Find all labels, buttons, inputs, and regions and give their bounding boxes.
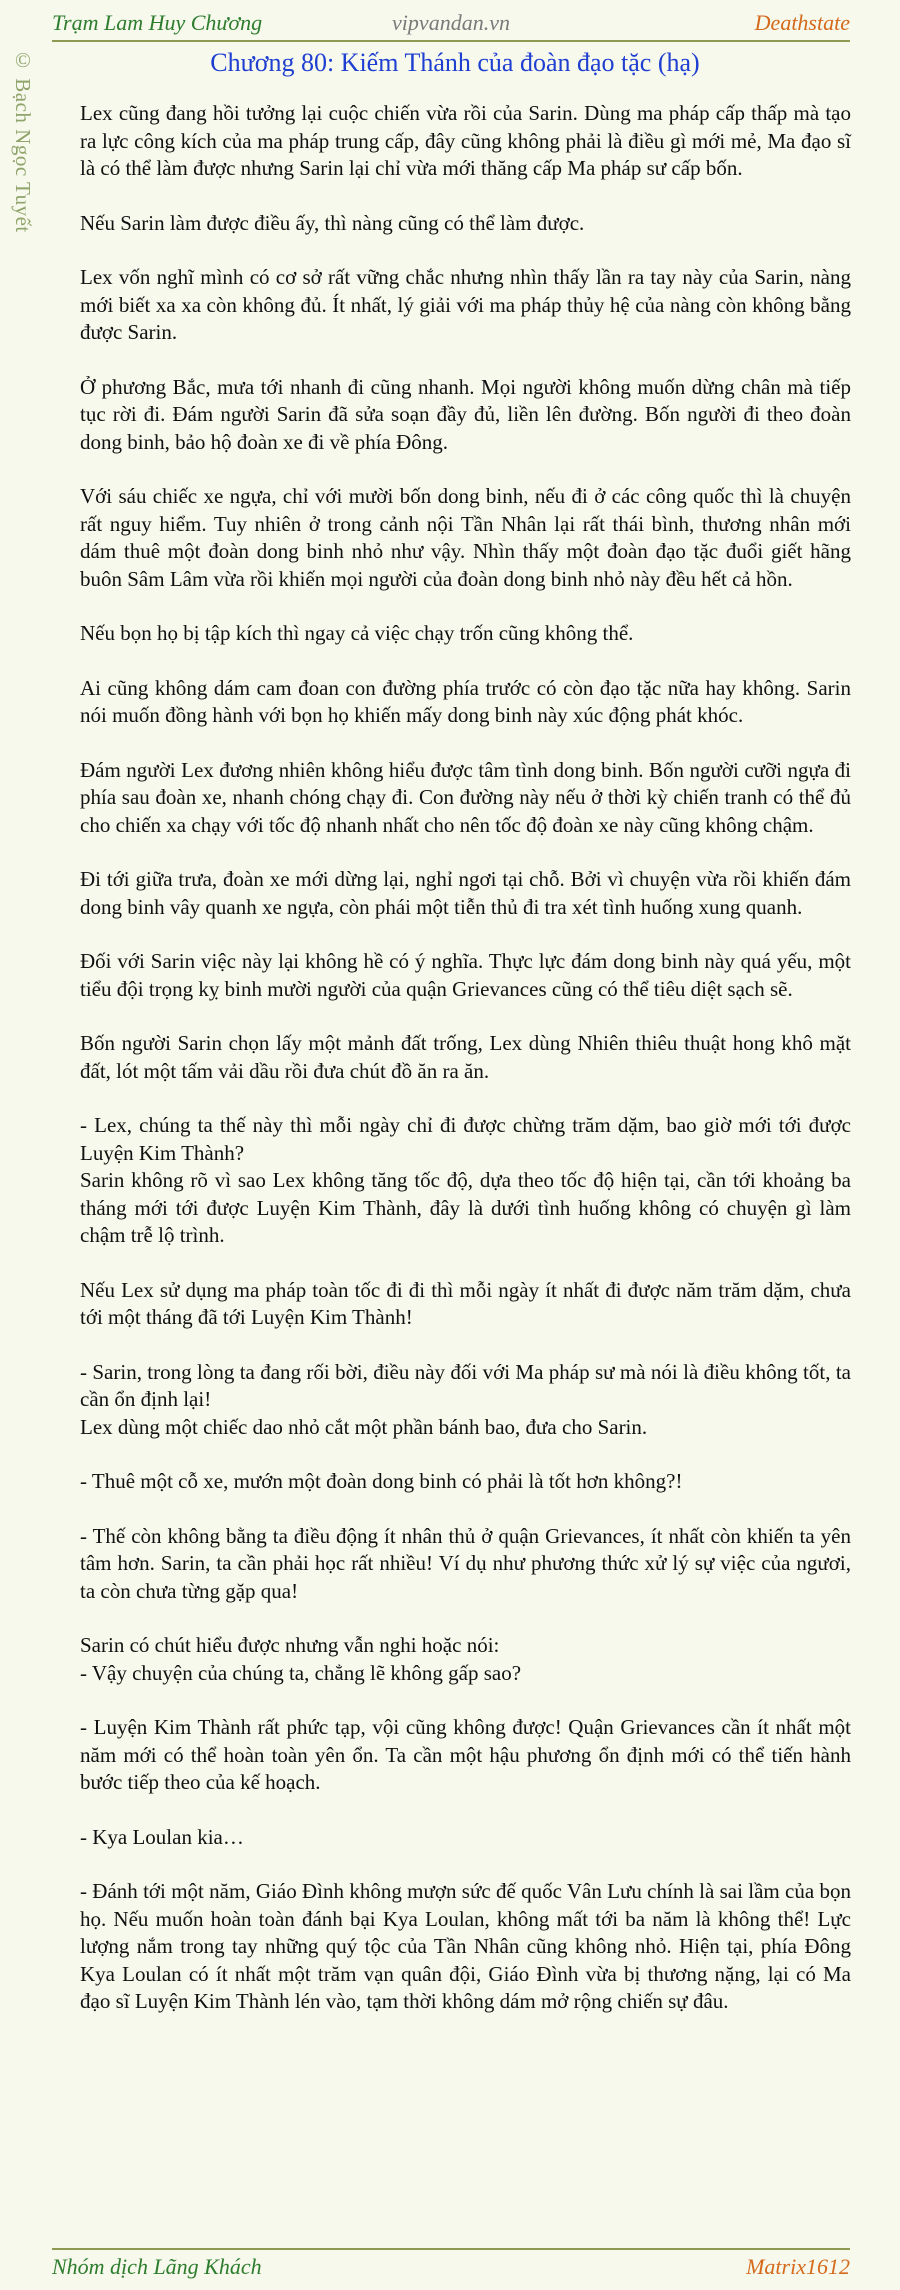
header-site-name: Trạm Lam Huy Chương xyxy=(52,10,263,35)
page-footer xyxy=(52,2248,850,2288)
paragraph: Bốn người Sarin chọn lấy một mảnh đất trống, Lex dùng Nhiên thiêu thuật hong khô mặt đất, lót một tấm vải dầu rồi đưa chút đồ ăn ra ăn. xyxy=(80,1031,851,1083)
paragraph: Sarin có chút hiểu được nhưng vẫn nghi hoặc nói: - Vậy chuyện của chúng ta, chẳng lẽ không gấp sao? xyxy=(80,1633,522,1685)
chapter-body xyxy=(80,100,851,2043)
paragraph: - Luyện Kim Thành rất phức tạp, vội cũng không được! Quận Grievances cần ít nhất một năm mới có thể hoàn toàn yên ổn. Ta cần một hậu phương ổn định mới có thể tiến hành bước tiếp theo của kế hoạch. xyxy=(80,1715,851,1794)
paragraph: Nếu Lex sử dụng ma pháp toàn tốc đi đi thì mỗi ngày ít nhất đi được năm trăm dặm, chưa tới một tháng đã tới Luyện Kim Thành! xyxy=(80,1277,851,1329)
footer-editor: Matrix1612 xyxy=(746,2254,850,2279)
paragraph: - Thế còn không bằng ta điều động ít nhân thủ ở quận Grievances, ít nhất còn khiến ta yên tâm hơn. Sarin, ta cần phải học rất nhiều! Ví dụ như phương thức xử lý sự việc của ngươi, ta còn chưa từng gặp qua! xyxy=(80,1523,851,1603)
paragraph: Nếu bọn họ bị tập kích thì ngay cả việc chạy trốn cũng không thể. xyxy=(80,621,634,645)
paragraph: - Kya Loulan kia… xyxy=(80,1824,244,1849)
paragraph: Lex cũng đang hồi tưởng lại cuộc chiến vừa rồi của Sarin. Dùng ma pháp cấp thấp mà tạo ra lực công kích của ma pháp trung cấp, đây cũng không phải là điều gì mới mẻ, Ma đạo sĩ là có thể làm được nhưng Sarin lại chỉ vừa mới thăng cấp Ma pháp sư cấp bốn. xyxy=(80,101,851,180)
paragraph: Ai cũng không dám cam đoan con đường phía trước có còn đạo tặc nữa hay không. Sarin nói muốn đồng hành với bọn họ khiến mấy dong binh này xúc động phát khóc. xyxy=(80,675,851,727)
paragraph: Lex vốn nghĩ mình có cơ sở rất vững chắc nhưng nhìn thấy lần ra tay này của Sarin, nàng mới biết xa xa còn không đủ. Ít nhất, lý giải với ma pháp thủy hệ của nàng còn không bằng được Sarin. xyxy=(80,265,851,344)
paragraph: - Thuê một cỗ xe, mướn một đoàn dong binh có phải là tốt hơn không?! xyxy=(80,1469,683,1493)
paragraph: Đối với Sarin việc này lại không hề có ý nghĩa. Thực lực đám dong binh này quá yếu, một tiểu đội trọng kỵ binh mười người của quận Grievances cũng có thể tiêu diệt sạch sẽ. xyxy=(80,949,851,1001)
paragraph: - Đánh tới một năm, Giáo Đình không mượn sức đế quốc Vân Lưu chính là sai lầm của bọn họ. Nếu muốn hoàn toàn đánh bại Kya Loulan, không mất tới ba năm là không thể! Lực lượng nắm trong tay những quý tộc của Tần Nhân cũng không nhỏ. Hiện tại, phía Đông Kya Loulan có ít nhất một trăm vạn quân đội, Giáo Đình vừa bị thương nặng, lại có Ma đạo sĩ Luyện Kim Thành lén vào, tạm thời không dám mở rộng chiến sự đâu. xyxy=(80,1879,851,2013)
side-credit: © Bạch Ngọc Tuyết xyxy=(11,48,35,233)
paragraph: Với sáu chiếc xe ngựa, chỉ với mười bốn dong binh, nếu đi ở các công quốc thì là chuyện rất nguy hiểm. Tuy nhiên ở trong cảnh nội Tần Nhân lại rất thái bình, thương nhân mới dám thuê một đoàn dong binh nhỏ như vậy. Nhìn thấy một đoàn đạo tặc đuổi giết hãng buôn Sâm Lâm vừa rồi khiến mọi người của đoàn dong binh nhỏ này đều hết cả hồn. xyxy=(80,484,851,591)
page-header xyxy=(52,8,850,42)
footer-translator-group: Nhóm dịch Lãng Khách xyxy=(52,2254,262,2279)
paragraph: Ở phương Bắc, mưa tới nhanh đi cũng nhanh. Mọi người không muốn dừng chân mà tiếp tục rời đi. Đám người Sarin đã sửa soạn đầy đủ, liền lên đường. Bốn người đi theo đoàn dong binh, bảo hộ đoàn xe đi về phía Đông. xyxy=(80,374,851,454)
paragraph: Đám người Lex đương nhiên không hiểu được tâm tình dong binh. Bốn người cưỡi ngựa đi phía sau đoàn xe, nhanh chóng chạy đi. Con đường này nếu ở thời kỳ chiến tranh có thể đủ cho chiến xa chạy với tốc độ nhanh nhất cho nên tốc độ đoàn xe này cũng không chậm. xyxy=(80,757,851,837)
paragraph: Nếu Sarin làm được điều ấy, thì nàng cũng có thể làm được. xyxy=(80,210,585,235)
paragraph: Đi tới giữa trưa, đoàn xe mới dừng lại, nghỉ ngơi tại chỗ. Bởi vì chuyện vừa rồi khiến đám dong binh vây quanh xe ngựa, còn phái một tiễn thủ đi tra xét tình huống xung quanh. xyxy=(80,867,851,919)
header-website: vipvandan.vn xyxy=(392,10,510,35)
paragraph: - Sarin, trong lòng ta đang rối bời, điều này đối với Ma pháp sư mà nói là điều không tốt, ta cần ổn định lại! Lex dùng một chiếc dao nhỏ cắt một phần bánh bao, đưa cho Sarin. xyxy=(80,1359,851,1439)
chapter-title: Chương 80: Kiếm Thánh của đoàn đạo tặc (hạ) xyxy=(210,48,700,77)
header-author: Deathstate xyxy=(754,10,850,35)
paragraph: - Lex, chúng ta thế này thì mỗi ngày chỉ đi được chừng trăm dặm, bao giờ mới tới được Luyện Kim Thành? Sarin không rõ vì sao Lex không tăng tốc độ, dựa theo tốc độ hiện tại, cần tới khoảng ba tháng mới tới được Luyện Kim Thành, đây là dưới tình huống không có chuyện gì làm chậm trễ lộ trình. xyxy=(80,1113,851,1247)
